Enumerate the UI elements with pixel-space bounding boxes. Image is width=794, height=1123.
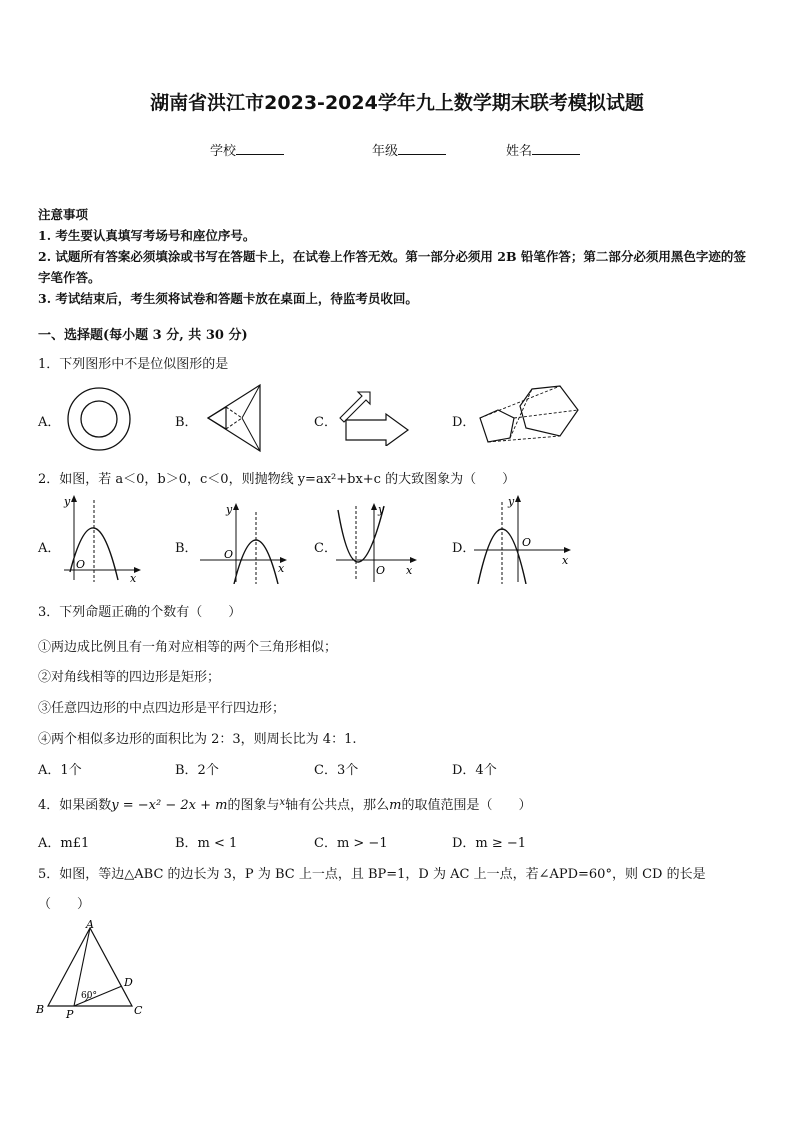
- q2-graph-d: [472, 492, 576, 584]
- origin-label: O: [76, 558, 86, 571]
- q1-label-a: A．: [38, 415, 61, 430]
- q4-option-d: D．m ≥ −1: [452, 836, 527, 851]
- axis-y-label: y: [226, 503, 233, 516]
- q4-stem: [38, 794, 531, 813]
- notes-block: [38, 204, 758, 309]
- q2-label-a: A．: [38, 541, 61, 556]
- vertex-b-label: B: [36, 1003, 45, 1016]
- point-d-label: D: [124, 976, 133, 989]
- q3-option-a: A．1个: [38, 763, 82, 778]
- name-blank: [532, 144, 580, 155]
- q3-item: ②对角线相等的四边形是矩形；: [38, 670, 221, 685]
- q2-stem: 2．如图，若 a＜0，b＞0，c＜0，则抛物线 y=ax²+bx+c 的大致图象为（ ）: [38, 472, 516, 487]
- q4-stem-post: 的取值范围是（ ）: [401, 798, 532, 813]
- q1-figure-c: [336, 390, 412, 446]
- q4-stem-mid2: 轴有公共点，那么: [285, 798, 390, 813]
- q2-label-d: D．: [452, 541, 476, 556]
- q5-triangle-figure: [34, 918, 154, 1020]
- angle-label: 60°: [81, 991, 97, 1001]
- note-item: 3. 考试结束后，考生须将试卷和答题卡放在桌面上，待监考员收回。: [38, 291, 418, 306]
- notes-heading: 注意事项: [38, 207, 89, 222]
- q3-item: ①两边成比例且有一角对应相等的两个三角形相似；: [38, 640, 338, 655]
- grade-label: 年级: [372, 144, 399, 159]
- axis-x-label: x: [130, 572, 137, 584]
- q1-figure-a: [62, 386, 136, 452]
- grade-blank: [398, 144, 446, 155]
- note-item: 2. 试题所有答案必须填涂或书写在答题卡上，在试卷上作答无效。第一部分必须用 2B 铅笔作答；第二部分必须用黑色字迹的签字笔作答。: [38, 249, 746, 285]
- axis-x-label: x: [278, 562, 285, 575]
- q2-graph-c: [334, 500, 420, 584]
- vertex-a-label: A: [86, 918, 94, 931]
- q3-option-b: B．2个: [175, 763, 219, 778]
- q3-option-d: D．4个: [452, 763, 497, 778]
- q4-stem-mid: 的图象与: [227, 798, 280, 813]
- note-item: 1. 考生要认真填写考场号和座位序号。: [38, 228, 256, 243]
- origin-label: O: [522, 536, 532, 549]
- vertex-c-label: C: [134, 1004, 143, 1017]
- axis-y-label: y: [378, 503, 385, 516]
- q4-option-c: C．m > −1: [314, 836, 388, 851]
- q3-option-c: C．3个: [314, 763, 359, 778]
- q2-graph-b: [198, 500, 290, 584]
- point-p-label: P: [66, 1008, 74, 1020]
- q4-formula: y = −x² − 2x + m: [111, 798, 228, 813]
- q1-figure-d: [474, 384, 580, 450]
- page-title: 湖南省洪江市2023-2024学年九上数学期末联考模拟试题: [150, 92, 644, 114]
- q4-var-x: x: [279, 797, 286, 808]
- q4-stem-pre: 4．如果函数: [38, 798, 112, 813]
- q1-label-b: B．: [175, 415, 198, 430]
- q2-label-c: C．: [314, 541, 337, 556]
- axis-x-label: x: [406, 564, 413, 577]
- name-label: 姓名: [506, 144, 533, 159]
- q5-paren: （ ）: [38, 897, 91, 912]
- section-heading: 一、选择题(每小题 3 分, 共 30 分): [38, 328, 248, 343]
- q3-item: ③任意四边形的中点四边形是平行四边形；: [38, 701, 286, 716]
- q2-graph-a: [60, 492, 142, 584]
- school-blank: [236, 144, 284, 155]
- q4-option-b: B．m < 1: [175, 836, 238, 851]
- origin-label: O: [224, 548, 234, 561]
- q5-stem: 5．如图，等边△ABC 的边长为 3，P 为 BC 上一点，且 BP=1，D 为 AC 上一点，若∠APD=60°，则 CD 的长是: [38, 867, 706, 882]
- q1-figure-b: [198, 382, 268, 454]
- axis-y-label: y: [64, 495, 71, 508]
- q4-var-m: m: [389, 798, 402, 813]
- origin-label: O: [376, 564, 386, 577]
- axis-y-label: y: [508, 495, 515, 508]
- q3-item: ④两个相似多边形的面积比为 2：3，则周长比为 4：1.: [38, 732, 357, 747]
- q1-label-c: C．: [314, 415, 337, 430]
- grade-field: [372, 140, 446, 159]
- school-field: [210, 140, 284, 159]
- q1-stem: 1．下列图形中不是位似图形的是: [38, 357, 229, 372]
- q3-stem: 3．下列命题正确的个数有（ ）: [38, 605, 242, 620]
- q4-option-a: A．m£1: [38, 836, 90, 851]
- name-field: [506, 140, 580, 159]
- q2-label-b: B．: [175, 541, 198, 556]
- school-label: 学校: [210, 144, 237, 159]
- q1-label-d: D．: [452, 415, 476, 430]
- axis-x-label: x: [562, 554, 569, 567]
